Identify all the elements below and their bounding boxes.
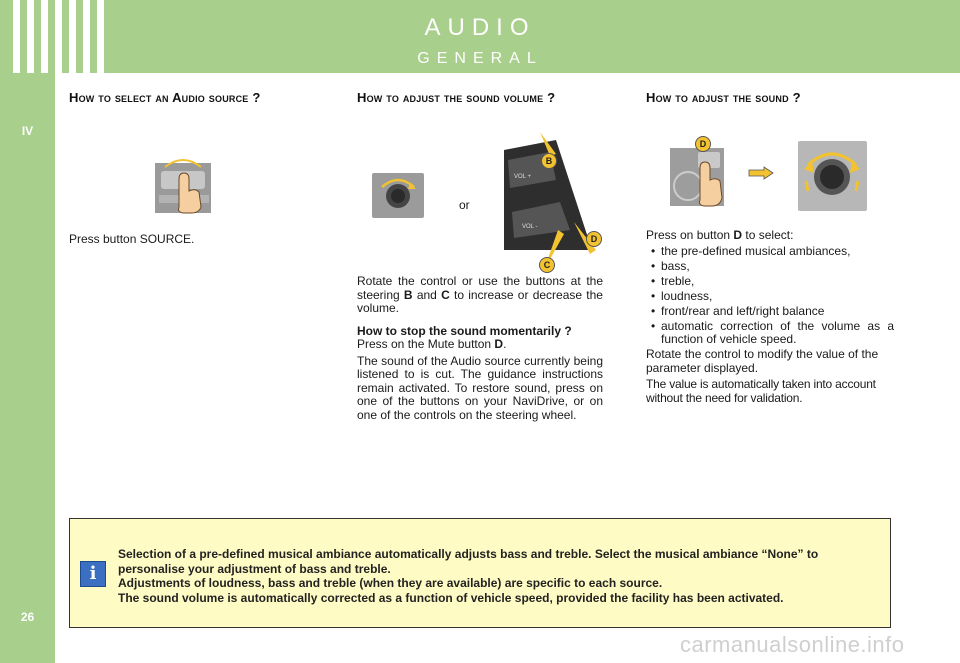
list-item: • front/rear and left/right balance [646, 305, 894, 319]
heading-adjust-sound: How to adjust the sound ? [646, 90, 801, 105]
svg-text:VOL +: VOL + [514, 174, 531, 180]
select-source-text: Press button SOURCE. [69, 232, 195, 246]
header-bar [0, 0, 960, 73]
page-number: 26 [20, 610, 35, 624]
chapter-label: IV [21, 124, 34, 138]
validation-text: The value is automatically taken into account without the need for validation. [646, 377, 876, 405]
callout-d-sound: D [695, 136, 711, 152]
svg-text:VOL -: VOL - [522, 224, 538, 230]
callout-b: B [541, 153, 557, 169]
list-item: • bass, [646, 260, 894, 274]
volume-text-block [357, 275, 603, 422]
arrow-right-icon [748, 166, 774, 180]
rotate-text: Rotate the control to modify the value of the parameter displayed. [646, 347, 879, 375]
volume-knob-icon [372, 173, 424, 218]
info-line-1: Selection of a pre-defined musical ambiance automatically adjusts bass and treble. Select the musical ambiance “None” to personalise your adjustment of bass and treble. [118, 547, 819, 576]
heading-adjust-volume: How to adjust the sound volume ? [357, 90, 556, 105]
sound-intro: Press on button D to select: [646, 228, 794, 242]
info-line-3: The sound volume is automatically corrected as a function of vehicle speed, provided the facility has been activated. [118, 590, 784, 605]
list-item: • treble, [646, 275, 894, 289]
list-item: • loudness, [646, 290, 894, 304]
mute-explanation: The sound of the Audio source currently being listened to is cut. The guidance instructions remain activated. To restore sound, press on one of the buttons on your NaviDrive, or on one of the controls on the steering wheel. [357, 353, 603, 422]
rotary-control-icon [798, 141, 867, 211]
sound-options-list [646, 245, 894, 347]
page-title: AUDIO [424, 14, 536, 41]
list-item: • automatic correction of the volume as a function of vehicle speed. [646, 320, 894, 347]
source-button-hand-icon [155, 155, 213, 215]
watermark: carmanualsonline.info [680, 632, 905, 657]
steering-controls-icon [500, 130, 606, 270]
mute-instruction: Press on the Mute button D. [357, 337, 507, 351]
list-item: • the pre-defined musical ambiances, [646, 245, 894, 259]
info-box [69, 518, 891, 628]
info-line-2: Adjustments of loudness, bass and treble (when they are available) are specific to each source. [118, 576, 663, 590]
or-label: or [459, 198, 470, 212]
page-subtitle: GENERAL [417, 50, 543, 67]
chapter-sidebar [0, 0, 55, 663]
callout-c: C [539, 257, 555, 273]
sound-button-hand-icon [670, 146, 726, 208]
info-icon: i [80, 561, 106, 587]
mute-heading: How to stop the sound momentarily ? [357, 323, 572, 338]
heading-select-source: How to select an Audio source ? [69, 90, 261, 105]
info-text [118, 547, 884, 605]
callout-d: D [586, 231, 602, 247]
volume-instructions: Rotate the control or use the buttons at the steering B and C to increase or decrease the volume. [357, 274, 603, 315]
sound-text-block [646, 229, 894, 405]
